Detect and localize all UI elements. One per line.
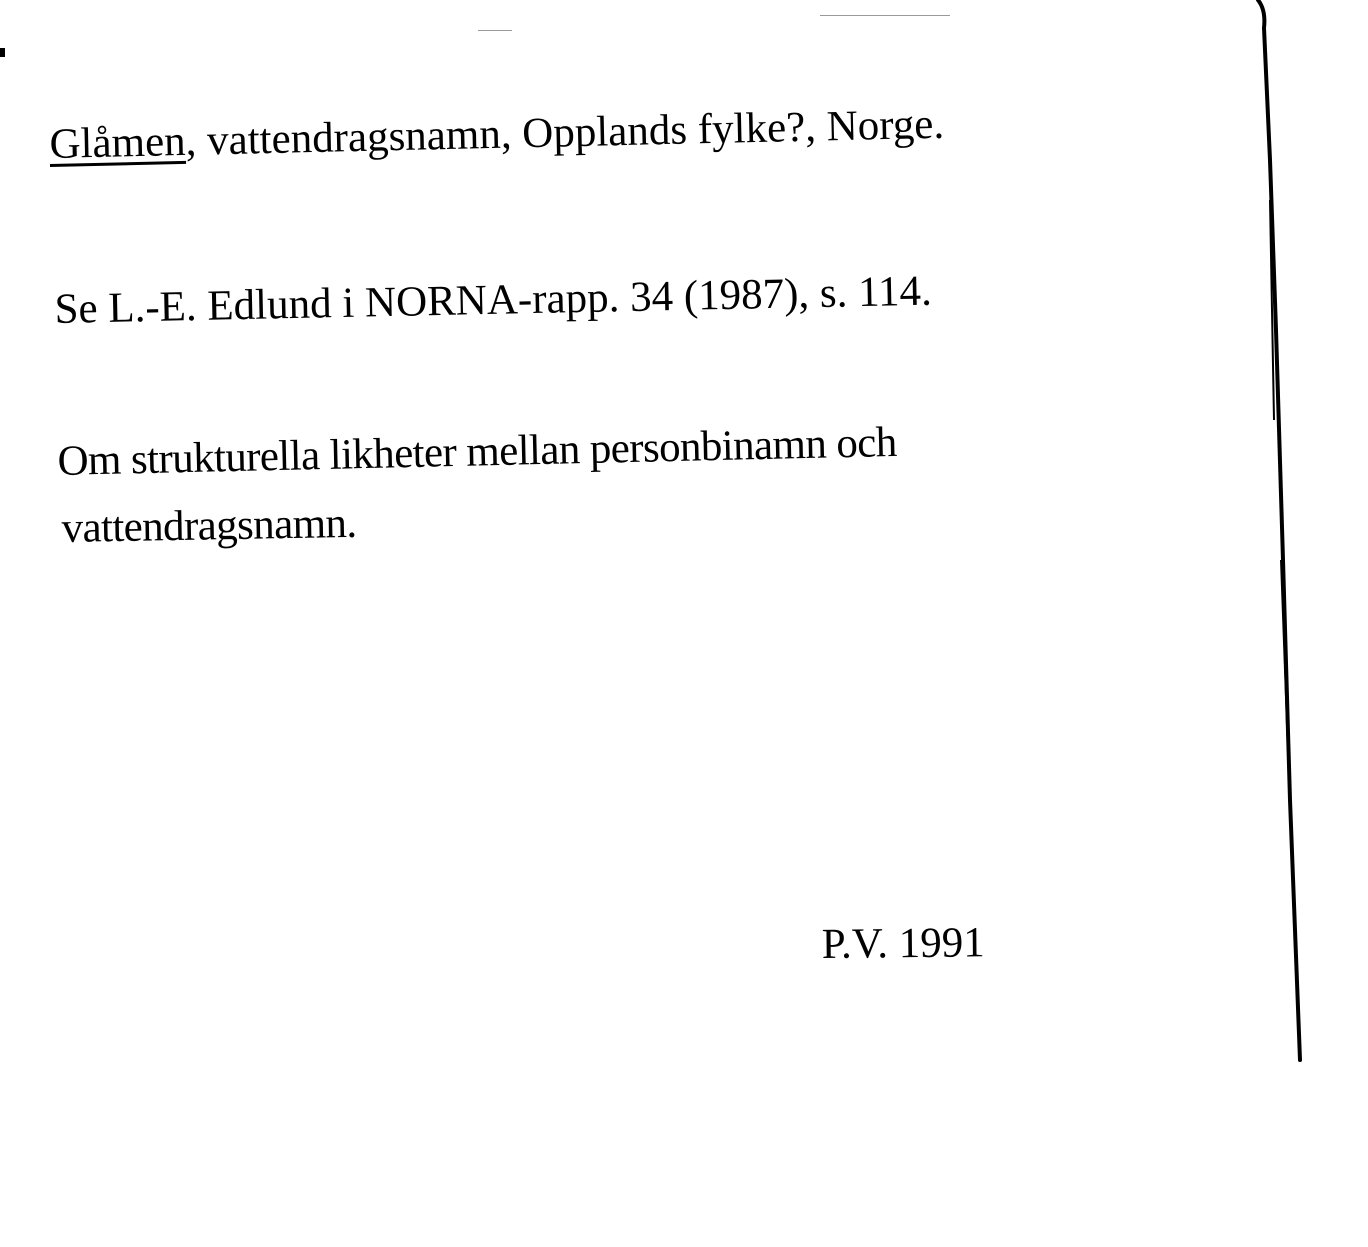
reference-line: Se L.-E. Edlund i NORNA-rapp. 34 (1987), s. 114. xyxy=(54,267,933,333)
note-line-2: vattendragsnamn. xyxy=(61,499,357,552)
scan-mark xyxy=(0,48,5,57)
note-line-1: Om strukturella likheter mellan personbinamn och xyxy=(56,418,898,485)
signature: P.V. 1991 xyxy=(821,919,985,968)
scan-speck xyxy=(478,30,512,31)
heading-description: , vattendragsnamn, Opplands fylke?, Norge. xyxy=(185,100,945,165)
entry-heading xyxy=(48,100,945,168)
scan-speck xyxy=(820,15,950,16)
headword: Glåmen xyxy=(48,117,187,168)
